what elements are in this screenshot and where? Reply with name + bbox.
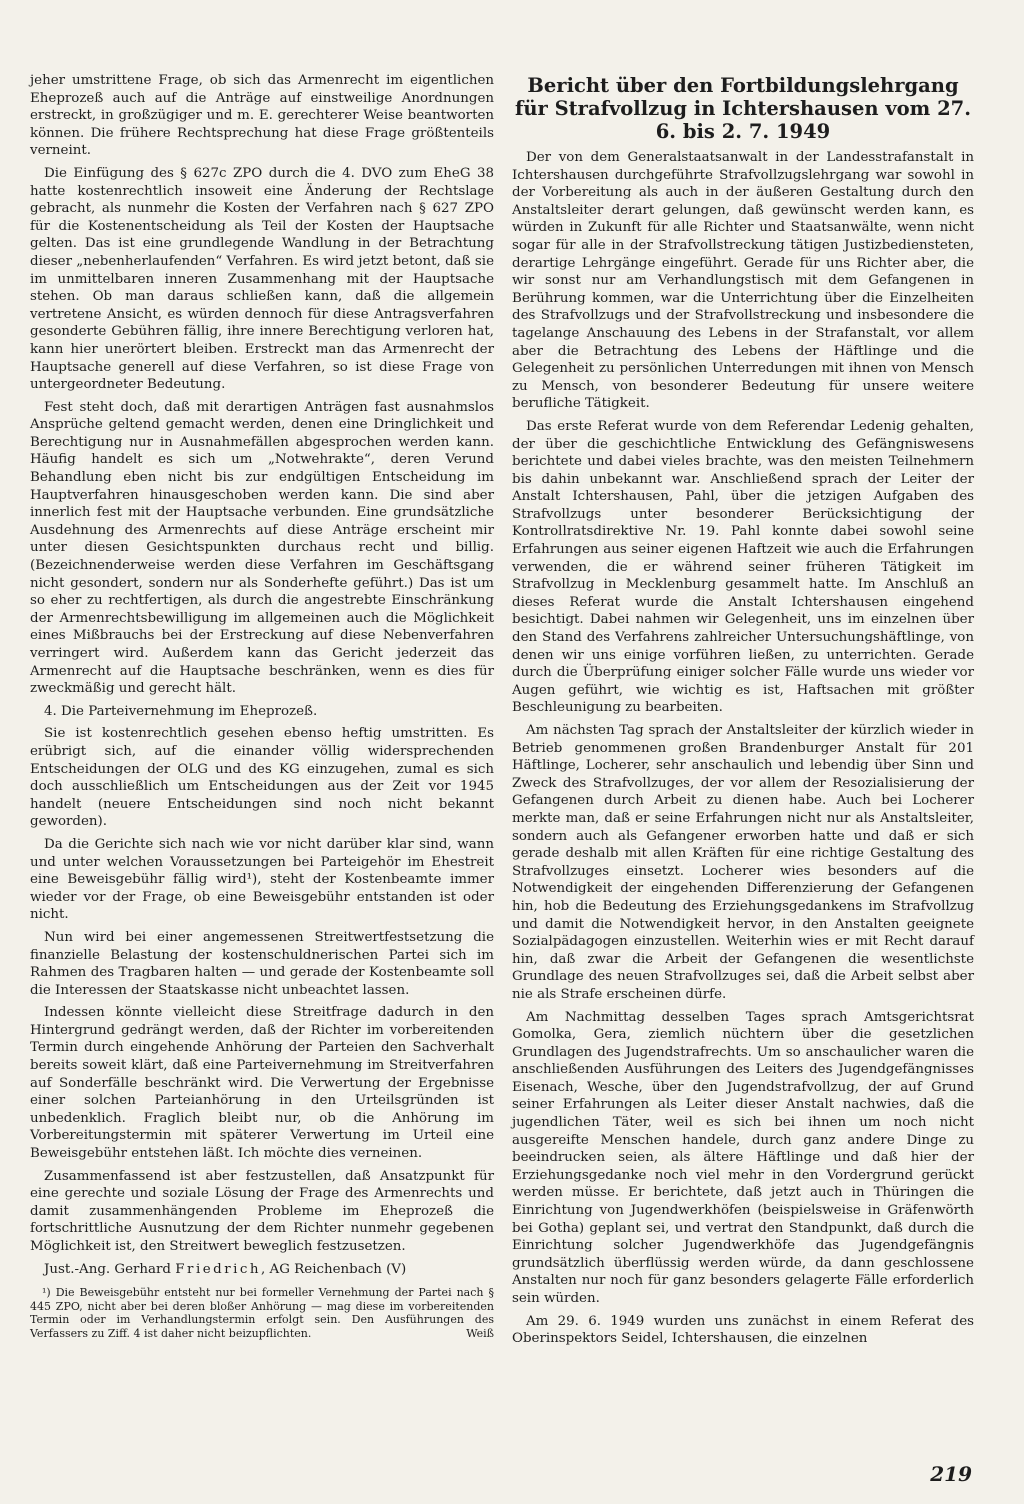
left-paragraph-7: Nun wird bei einer angemessenen Streitwertfestsetzung die finanzielle Belastung der kostenschuldnerischen Partei sich im Rahmen des Tragbaren halten — und gerade der Kostenbeamte soll die Interessen der Staatskasse nicht unbeachtet lassen. bbox=[30, 929, 494, 998]
footnote-1: ¹) Die Beweisgebühr entsteht nur bei formeller Vernehmung der Partei nach § 445 ZPO, nicht aber bei deren bloßer Anhörung — mag diese im vorbereitenden Termin oder im Verhandlungstermin erfolgt sein. Den Ausführungen des Verfassers zu Ziff. 4 ist daher nicht beizupflichten. bbox=[30, 1286, 494, 1340]
right-paragraph-2: Das erste Referat wurde von dem Referendar Ledenig gehalten, der über die geschichtliche Entwicklung des Gefängniswesens berichtete und dabei vieles brachte, was den meisten Teilnehmern bis dahin unbekannt war. Anschließend sprach der Leiter der Anstalt Ichtershausen, Pahl, über die jetzigen Aufgaben des Strafvollzugs unter besonderer Berücksichtigung der Kontrollratsdirektive Nr. 19. Pahl konnte dabei sowohl seine Erfahrungen aus seiner eigenen Haftzeit wie auch die Erfahrungen verwenden, die er während seiner früheren Tätigkeit im Strafvollzug in Mecklenburg gesammelt hatte. Im Anschluß an dieses Referat wurde die Anstalt Ichtershausen eingehend besichtigt. Dabei nahmen wir Gelegenheit, uns im einzelnen über den Stand des Verfahrens zahlreicher Untersuchungshäftlinge, von denen wir uns einige vorführen ließen, zu unterrichten. Gerade durch die Überprüfung einiger solcher Fälle wurde uns wieder vor Augen geführt, wie wichtig es ist, Haftsachen mit größter Beschleunigung zu bearbeiten. bbox=[512, 418, 974, 716]
section-heading-4: 4. Die Parteivernehmung im Eheprozeß. bbox=[44, 703, 318, 719]
left-paragraph-6: Da die Gerichte sich nach wie vor nicht darüber klar sind, wann und unter welchen Voraussetzungen bei Parteigehör im Ehestreit eine Beweisgebühr fällig wird¹), steht der Kostenbeamte immer wieder vor der Frage, ob eine Beweisgebühr entstanden ist oder nicht. bbox=[30, 836, 494, 923]
right-column bbox=[512, 74, 974, 1353]
page-number: 219 bbox=[930, 1462, 972, 1486]
footnote-signature: Weiß bbox=[466, 1326, 494, 1340]
right-paragraph-1: Der von dem Generalstaatsanwalt in der Landesstrafanstalt in Ichtershausen durchgeführte Strafvollzugslehrgang war sowohl in der Vorbereitung als auch in der äußeren Gestaltung durch den Anstaltsleiter derart gelungen, daß gewünscht werden kann, es würden in Zukunft für alle Richter und Staatsanwälte, wenn nicht sogar für alle in der Strafvollstreckung tätigen Justizbediensteten, derartige Lehrgänge eingeführt. Gerade für uns Richter aber, die wir sonst nur am Verhandlungstisch mit dem Gefangenen in Berührung kommen, war die Unterrichtung über die Einzelheiten des Strafvollzugs und der Strafvollstreckung und insbesondere die tagelange Anschauung des Lebens in der Strafanstalt, vor allem aber die Betrachtung des Lebens der Häftlinge und die Gelegenheit zu persönlichen Unterredungen mit ihnen von Mensch zu Mensch, von besonderer Bedeutung für unsere weitere berufliche Tätigkeit. bbox=[512, 150, 974, 412]
right-paragraph-3: Am nächsten Tag sprach der Anstaltsleiter der kürzlich wieder in Betrieb genommenen großen Brandenburger Anstalt für 201 Häftlinge, Locherer, sehr anschaulich und lebendig über Sinn und Zweck des Strafvollzuges, der vor allem der Resozialisierung der Gefangenen durch Arbeit zu dienen habe. Auch bei Locherer merkte man, daß er seine Erfahrungen nicht nur als Anstaltsleiter, sondern auch als Gefangener erworben hatte und daß er sich gerade deshalb mit allen Kräften für eine richtige Gestaltung des Strafvollzuges einsetzt. Locherer wies besonders auf die Notwendigkeit der eingehenden Differenzierung der Gefangenen hin, hob die Bedeutung des Erziehungsgedankens im Strafvollzug und damit die Notwendigkeit hervor, in den Anstalten geeignete Sozialpädagogen einzustellen. Weiterhin wies er mit Recht darauf hin, daß zwar die Arbeit der Gefangenen die wesentlichste Grundlage des neuen Strafvollzuges sei, daß die Arbeit selbst aber nie als Strafe erscheinen dürfe. bbox=[512, 723, 974, 1002]
left-paragraph-3: Fest steht doch, daß mit derartigen Anträgen fast ausnahmslos Ansprüche geltend gemacht werden, denen eine Dringlichkeit und Berechtigung nur in Ausnahmefällen abgesprochen werden kann. Häufig handelt es sich um „Notwehrakte“, deren Verund Behandlung eben nicht bis zur endgültigen Entscheidung im Hauptverfahren hinausgeschoben werden kann. Die sind aber innerlich fest mit der Hauptsache verbunden. Eine grundsätzliche Ausdehnung des Armenrechts auf diese Anträge erscheint mir unter diesen Gesichtspunkten durchaus recht und billig. (Bezeichnenderweise werden diese Verfahren im Geschäftsgang nicht gesondert, sondern nur als Sonderhefte geführt.) Das ist um so eher zu rechtfertigen, als durch die angestrebte Einschränkung der Armenrechtsbewilligung im allgemeinen auch die Möglichkeit eines Mißbrauchs bei der Erstreckung auf diese Nebenverfahren verringert wird. Außerdem kann das Gericht jederzeit das Armenrecht auf die Hauptsache beschränken, wenn es dies für zweckmäßig und gerecht hält. bbox=[30, 399, 494, 697]
byline-name: Friedrich bbox=[175, 1261, 262, 1277]
article-heading: Bericht über den Fortbildungslehrgang für Strafvollzug in Ichtershausen vom 27. 6. bis 2. 7. 1949 bbox=[514, 74, 972, 143]
byline-suffix: , AG Reichenbach (V) bbox=[261, 1261, 407, 1277]
byline-prefix: Just.-Ang. Gerhard bbox=[44, 1261, 176, 1277]
author-byline bbox=[30, 1261, 494, 1279]
left-paragraph-5: Sie ist kostenrechtlich gesehen ebenso heftig umstritten. Es erübrigt sich, auf die einander völlig widersprechenden Entscheidungen der OLG und des KG einzugehen, zumal es sich doch ausschließlich um Entscheidungen aus der Zeit vor 1945 handelt (neuere Entscheidungen sind noch nicht bekannt geworden). bbox=[30, 726, 494, 830]
right-paragraph-5: Am 29. 6. 1949 wurden uns zunächst in einem Referat des Oberinspektors Seidel, Ichtershausen, die einzelnen bbox=[512, 1313, 974, 1347]
right-paragraph-4: Am Nachmittag desselben Tages sprach Amtsgerichtsrat Gomolka, Gera, ziemlich nüchtern über die gesetzlichen Grundlagen des Jugendstrafrechts. Um so anschaulicher waren die anschließenden Ausführungen des Leiters des Jugendgefängnisses Eisenach, Wesche, über den Jugendstrafvollzug, der auf Grund seiner Erfahrungen als Leiter dieser Anstalt nachwies, daß die jugendlichen Täter, weil es sich bei ihnen um noch nicht ausgereifte Menschen handele, durch ganz andere Dinge zu beeindrucken seien, als ältere Häftlinge und daß hier der Erziehungsgedanke noch viel mehr in den Vordergrund gerückt werden müsse. Er berichtete, daß jetzt auch in Thüringen die Einrichtung von Jugendwerkhöfen (beispielsweise in Gräfenwörth bei Gotha) geplant sei, und vertrat den Standpunkt, daß durch die Einrichtung solcher Jugendwerkhöfe das Jugendgefängnis grundsätzlich überflüssig werden würde, da dann geschlossene Anstalten nur noch für ganz besonders gelagerte Fälle erforderlich sein würden. bbox=[512, 1009, 974, 1306]
left-paragraph-8: Indessen könnte vielleicht diese Streitfrage dadurch in den Hintergrund gedrängt werden, daß der Richter im vorbereitenden Termin durch eingehende Anhörung der Parteien den Sachverhalt bereits soweit klärt, daß eine Parteivernehmung im Streitverfahren auf Sonderfälle beschränkt wird. Die Verwertung der Ergebnisse einer solchen Parteianhörung in den Urteilsgründen ist unbedenklich. Fraglich bleibt nur, ob die Anhörung im Vorbereitungstermin mit späterer Verwertung im Urteil eine Beweisgebühr entstehen läßt. Ich möchte dies verneinen. bbox=[30, 1005, 494, 1162]
left-paragraph-1: jeher umstrittene Frage, ob sich das Armenrecht im eigentlichen Eheprozeß auch auf die Anträge auf einstweilige Anordnungen erstreckt, in großzügiger und m. E. gerechterer Weise beantworten können. Die frühere Rechtsprechung hat diese Frage größtenteils verneint. bbox=[30, 73, 494, 159]
left-paragraph-2: Die Einfügung des § 627c ZPO durch die 4. DVO zum EheG 38 hatte kostenrechtlich insoweit eine Änderung der Rechtslage gebracht, als nunmehr die Kosten der Verfahren nach § 627 ZPO für die Kostenentscheidung als Teil der Kosten der Hauptsache gelten. Das ist eine grundlegende Wandlung in der Betrachtung dieser „nebenherlaufenden“ Verfahren. Es wird jetzt betont, daß sie im unmittelbaren inneren Zusammenhang mit der Hauptsache stehen. Ob man daraus schließen kann, daß die allgemein vertretene Ansicht, es würden dennoch für diese Antragsverfahren gesonderte Gebühren fällig, ihre innere Berechtigung verloren hat, kann hier unerörtert bleiben. Erstreckt man das Armenrecht der Hauptsache generell auf diese Verfahren, so ist diese Frage von untergeordneter Bedeutung. bbox=[30, 165, 494, 393]
footnotes bbox=[30, 1286, 494, 1340]
left-column bbox=[30, 72, 494, 1341]
left-paragraph-9: Zusammenfassend ist aber festzustellen, daß Ansatzpunkt für eine gerechte und soziale Lösung der Frage des Armenrechts und damit zusammenhängenden Probleme im Eheprozeß die fortschrittliche Ausnutzung der dem Richter nunmehr gegebenen Möglichkeit ist, den Streitwert beweglich festzusetzen. bbox=[30, 1168, 494, 1254]
